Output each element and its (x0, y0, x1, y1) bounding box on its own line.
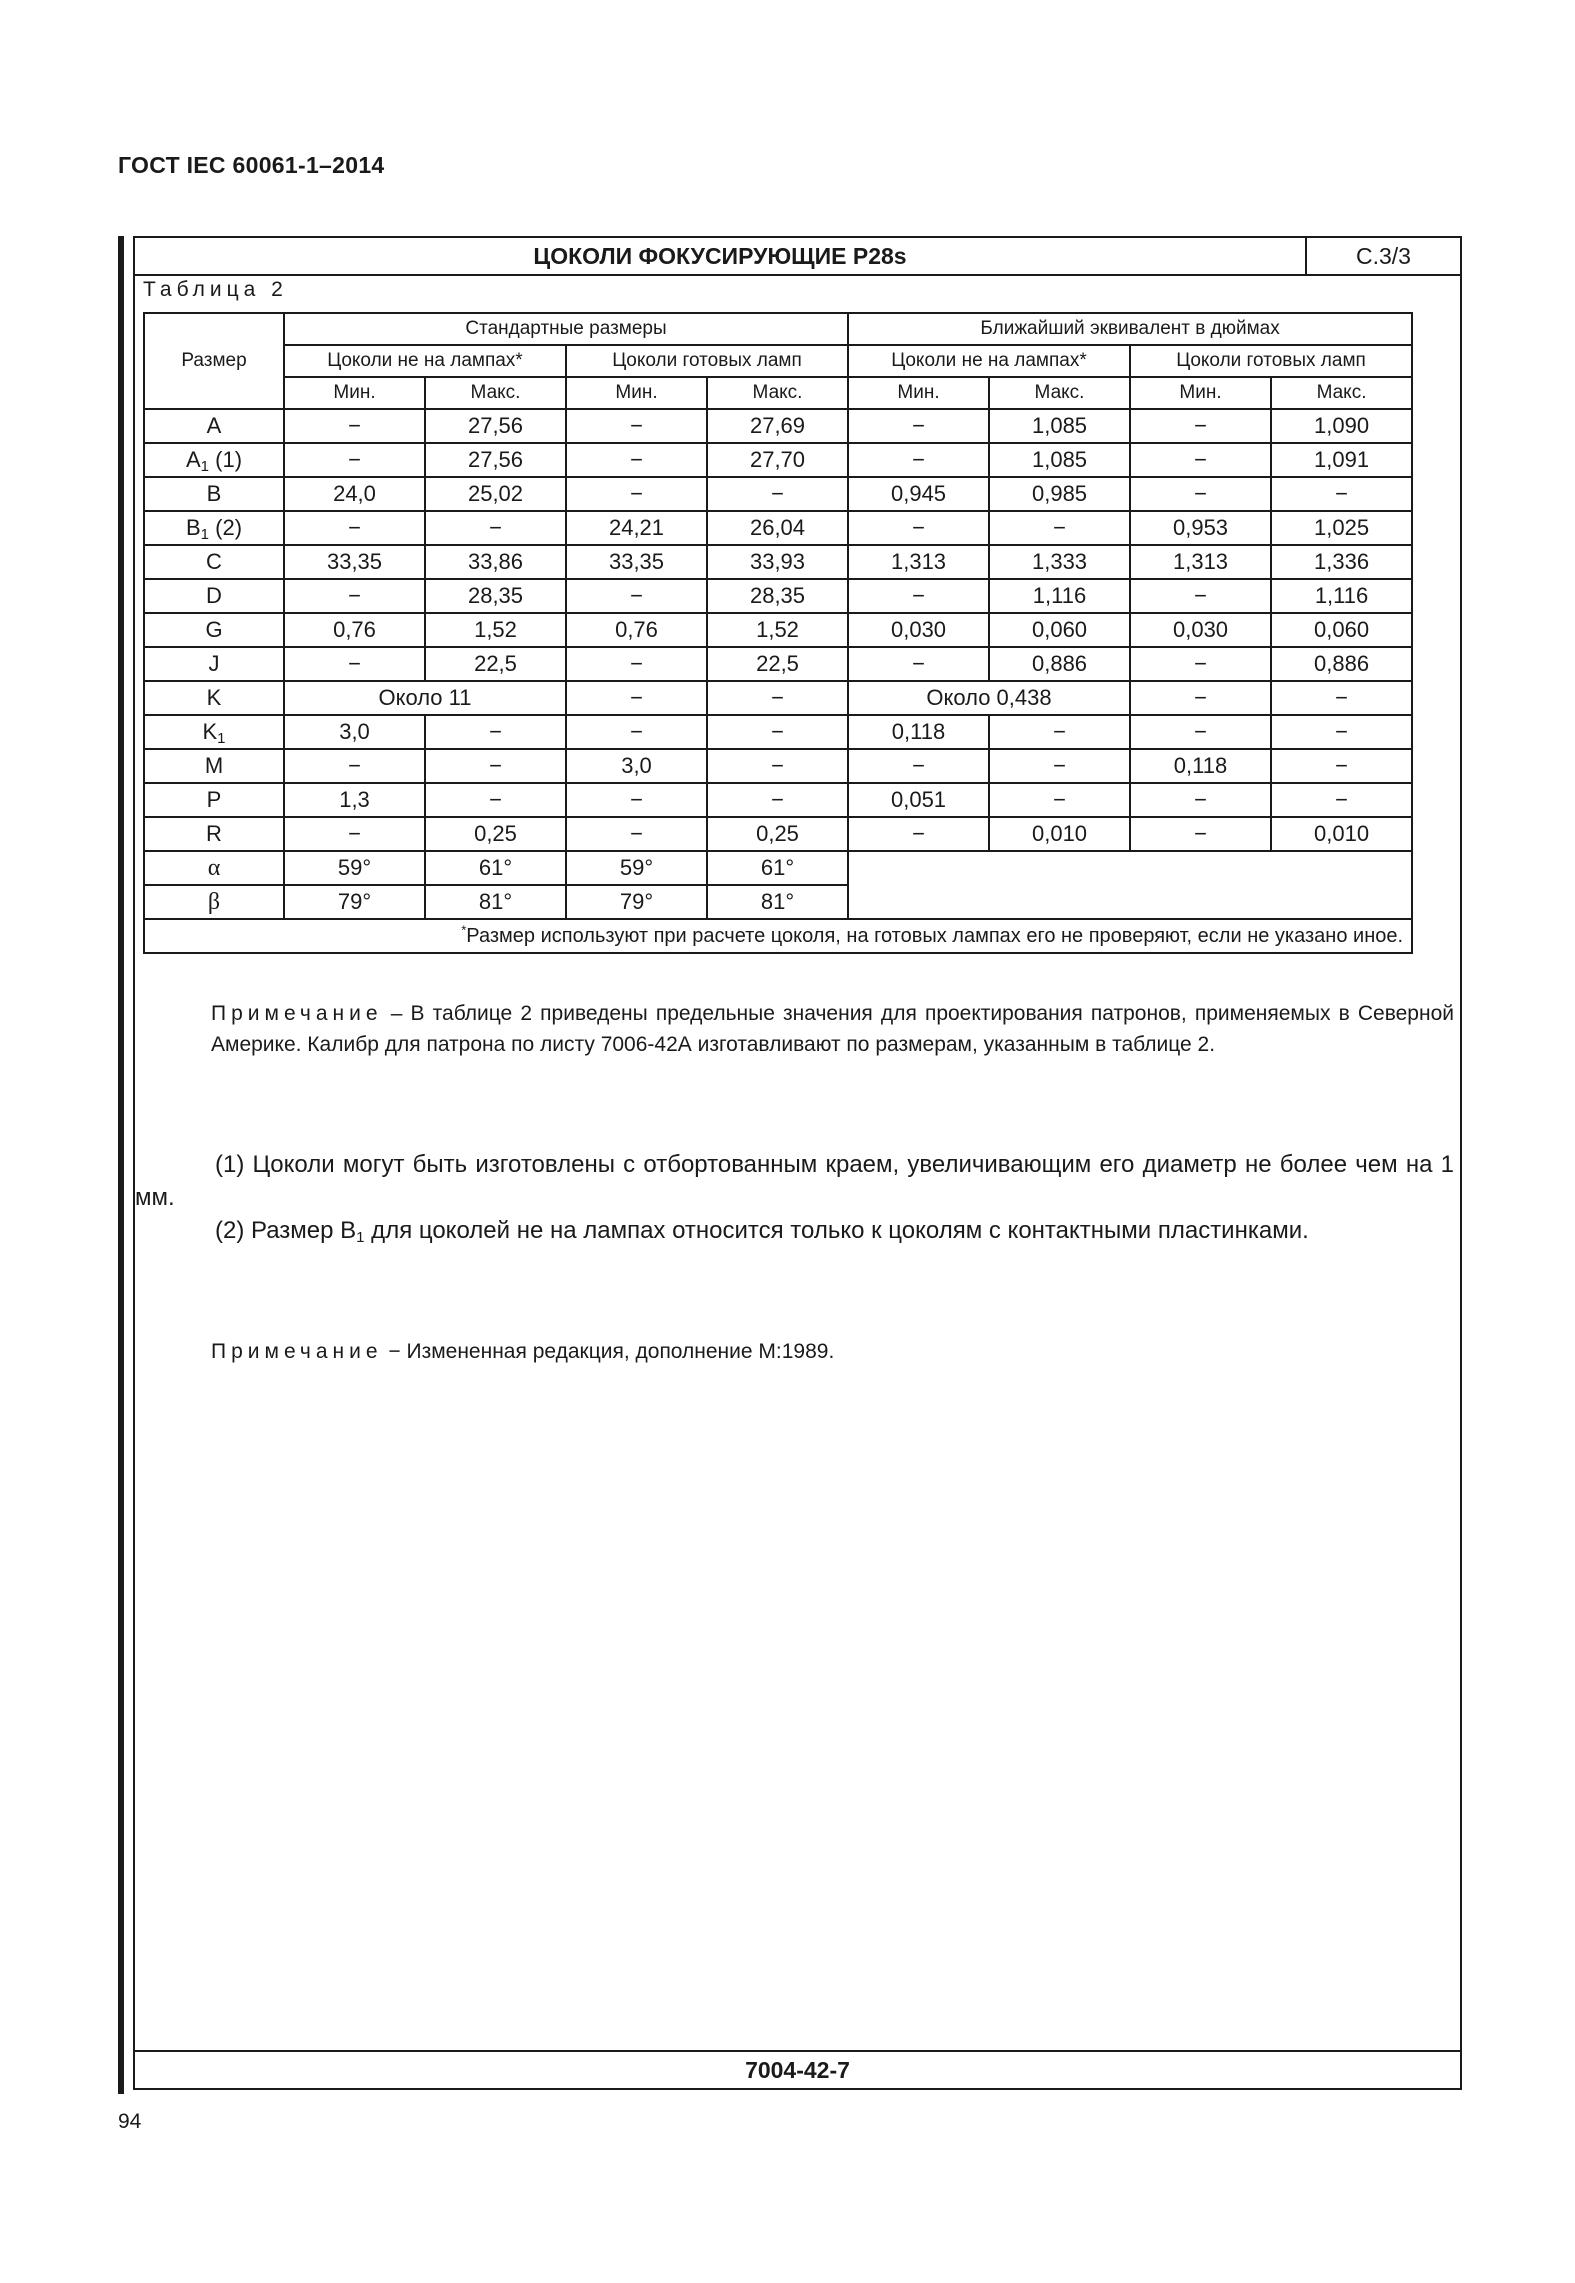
dimensions-table (143, 312, 1413, 954)
table-cell: 1,116 (989, 579, 1130, 613)
table-cell: − (284, 579, 425, 613)
table-cell: − (848, 443, 989, 477)
table-cell: − (425, 715, 566, 749)
table-cell: 81° (425, 885, 566, 919)
table-cell: 59° (566, 851, 707, 885)
table-cell: − (284, 409, 425, 443)
table-cell: 1,091 (1271, 443, 1412, 477)
table-row (144, 579, 1412, 613)
row-label: M (144, 749, 284, 783)
table-cell: − (707, 715, 848, 749)
table-cell: − (1130, 681, 1271, 715)
table-cell: − (425, 783, 566, 817)
table-cell: − (848, 817, 989, 851)
left-margin-bar (118, 236, 124, 2094)
sheet-title: ЦОКОЛИ ФОКУСИРУЮЩИЕ P28s (533, 243, 907, 269)
table-cell: 1,52 (707, 613, 848, 647)
table-cell: − (1130, 817, 1271, 851)
table-footnote: *Размер используют при расчете цоколя, на готовых лампах его не проверяют, если не указано иное. (144, 919, 1412, 953)
table-cell: 22,5 (425, 647, 566, 681)
table-cell: 0,76 (284, 613, 425, 647)
table-cell: 27,56 (425, 409, 566, 443)
table-cell: 0,118 (848, 715, 989, 749)
row-label: β (144, 885, 284, 919)
table-cell: − (566, 783, 707, 817)
table-cell: 33,35 (284, 545, 425, 579)
table-cell: − (566, 409, 707, 443)
table-cell: 1,313 (848, 545, 989, 579)
table-row (144, 647, 1412, 681)
sheet-code: 7004-42-7 (135, 2050, 1460, 2088)
row-label: J (144, 647, 284, 681)
table-cell: − (707, 783, 848, 817)
table-cell: 0,060 (1271, 613, 1412, 647)
table-cell: − (1130, 477, 1271, 511)
table-cell: 0,030 (848, 613, 989, 647)
table-cell: 0,945 (848, 477, 989, 511)
subheader-inch-bases: Цоколи не на лампах* (848, 345, 1130, 377)
table-subheader-row (144, 345, 1412, 377)
table-cell: − (1130, 647, 1271, 681)
row-label: D (144, 579, 284, 613)
table-cell: − (1271, 715, 1412, 749)
table-cell: 33,35 (566, 545, 707, 579)
row-label: A (144, 409, 284, 443)
table-cell: − (1271, 783, 1412, 817)
table-cell: − (284, 647, 425, 681)
table-cell: 27,70 (707, 443, 848, 477)
col-header-size: Размер (144, 313, 284, 409)
table-cell: 27,69 (707, 409, 848, 443)
table-cell: − (989, 511, 1130, 545)
footnote-row (144, 919, 1412, 953)
sheet-title-row (135, 238, 1460, 276)
table-cell: − (425, 511, 566, 545)
page-number: 94 (118, 2110, 142, 2133)
table-caption: Таблица 2 (143, 278, 288, 301)
empty-area (848, 851, 1412, 919)
table-header-row (144, 313, 1412, 345)
row-label: R (144, 817, 284, 851)
table-cell: − (1130, 715, 1271, 749)
table-cell: 0,051 (848, 783, 989, 817)
row-label: C (144, 545, 284, 579)
table-row (144, 749, 1412, 783)
table-row (144, 851, 1412, 885)
table-cell: 3,0 (566, 749, 707, 783)
table-row (144, 613, 1412, 647)
header-min: Мин. (566, 377, 707, 409)
table-cell: − (1271, 749, 1412, 783)
amendment-note (135, 1336, 1460, 1367)
note-text: – В таблице 2 приведены предельные значения для проектирования патронов, применяемых в Северной Америке. Калибр для патрона по листу 7006-42А изготавливают по размерам, указанным в таблице 2. (211, 1002, 1454, 1056)
amendment-note-text: − Измененная редакция, дополнение М:1989. (382, 1340, 835, 1363)
table-cell: 3,0 (284, 715, 425, 749)
table-cell: 1,116 (1271, 579, 1412, 613)
table-cell: 24,0 (284, 477, 425, 511)
table-cell: 26,04 (707, 511, 848, 545)
table-cell: − (848, 647, 989, 681)
table-cell: 33,86 (425, 545, 566, 579)
row-label: α (144, 851, 284, 885)
table-cell: − (566, 817, 707, 851)
table-cell: − (284, 443, 425, 477)
amendment-note-label: Примечание (211, 1340, 383, 1363)
table-row (144, 545, 1412, 579)
table-cell: 0,953 (1130, 511, 1271, 545)
table-cell: − (566, 443, 707, 477)
table-cell: 79° (284, 885, 425, 919)
table-cell: 22,5 (707, 647, 848, 681)
table-cell: − (989, 783, 1130, 817)
table-cell: 1,336 (1271, 545, 1412, 579)
sheet-frame (133, 236, 1462, 2090)
group-header-inch: Ближайший эквивалент в дюймах (848, 313, 1412, 345)
table-cell: 0,118 (1130, 749, 1271, 783)
table-note (135, 998, 1460, 1060)
header-max: Макс. (989, 377, 1130, 409)
table-row (144, 715, 1412, 749)
table-cell: 0,25 (425, 817, 566, 851)
table-cell: − (848, 579, 989, 613)
table-cell: 0,010 (1271, 817, 1412, 851)
document-header: ГОСТ IEC 60061-1–2014 (118, 152, 385, 178)
table-cell: − (848, 409, 989, 443)
table-cell: − (425, 749, 566, 783)
table-cell: − (1130, 443, 1271, 477)
table-cell: 1,313 (1130, 545, 1271, 579)
table-cell: 0,886 (989, 647, 1130, 681)
table-cell: 81° (707, 885, 848, 919)
subheader-std-lamps: Цоколи готовых ламп (566, 345, 848, 377)
table-cell: 1,333 (989, 545, 1130, 579)
table-cell: 0,030 (1130, 613, 1271, 647)
table-cell: − (848, 511, 989, 545)
table-cell: − (1130, 579, 1271, 613)
table-cell: − (1130, 409, 1271, 443)
table-row (144, 783, 1412, 817)
row-label: K (144, 681, 284, 715)
table-cell: 0,76 (566, 613, 707, 647)
cell-approx-inch: Около 0,438 (848, 681, 1130, 715)
table-cell: 0,010 (989, 817, 1130, 851)
table-cell: 0,25 (707, 817, 848, 851)
table-cell: − (989, 715, 1130, 749)
sheet-page-indicator: С.3/3 (1356, 243, 1411, 269)
table-cell: − (1130, 783, 1271, 817)
header-max: Макс. (1271, 377, 1412, 409)
table-cell: − (707, 681, 848, 715)
table-cell: − (284, 817, 425, 851)
note-label: Примечание (211, 1002, 383, 1025)
table-row (144, 443, 1412, 477)
row-label: $K_1$ (144, 715, 284, 749)
table-cell: 1,090 (1271, 409, 1412, 443)
table-cell: − (284, 749, 425, 783)
table-cell: 0,886 (1271, 647, 1412, 681)
table-cell: − (566, 681, 707, 715)
subheader-inch-lamps: Цоколи готовых ламп (1130, 345, 1412, 377)
table-row (144, 511, 1412, 545)
table-cell: − (284, 511, 425, 545)
table-cell: 28,35 (425, 579, 566, 613)
table-cell: 59° (284, 851, 425, 885)
table-cell: 1,085 (989, 443, 1130, 477)
table-cell: − (566, 477, 707, 511)
table-cell: − (566, 715, 707, 749)
table-cell: 1,025 (1271, 511, 1412, 545)
table-minmax-row (144, 377, 1412, 409)
table-cell: 1,085 (989, 409, 1130, 443)
table-cell: 0,060 (989, 613, 1130, 647)
footnote-2: (2) Размер $B_1$ для цоколей не на лампах относится только к цоколям с контактными пластинками. (215, 1217, 1309, 1246)
table-cell: 25,02 (425, 477, 566, 511)
header-max: Макс. (707, 377, 848, 409)
table-cell: − (1271, 477, 1412, 511)
table-cell: 1,52 (425, 613, 566, 647)
subheader-std-bases: Цоколи не на лампах* (284, 345, 566, 377)
table-cell: 61° (425, 851, 566, 885)
footnote-1: (1) Цоколи могут быть изготовлены с отбортованным краем, увеличивающим его диаметр не более чем на 1 мм. (135, 1151, 1454, 1211)
table-cell: 24,21 (566, 511, 707, 545)
table-cell: − (566, 579, 707, 613)
table-row (144, 817, 1412, 851)
row-label: B (144, 477, 284, 511)
table-row (144, 681, 1412, 715)
table-cell: 61° (707, 851, 848, 885)
row-label: $A_1$ (1) (144, 443, 284, 477)
table-cell: − (707, 477, 848, 511)
row-label: G (144, 613, 284, 647)
row-label: $B_1$ (2) (144, 511, 284, 545)
row-label: P (144, 783, 284, 817)
cell-approx-std: Около 11 (284, 681, 566, 715)
table-cell: 33,93 (707, 545, 848, 579)
table-cell: − (566, 647, 707, 681)
table-cell: 0,985 (989, 477, 1130, 511)
header-min: Мин. (848, 377, 989, 409)
table-cell: − (848, 749, 989, 783)
header-min: Мин. (284, 377, 425, 409)
table-body (144, 313, 1412, 953)
table-cell: − (707, 749, 848, 783)
table-cell: 27,56 (425, 443, 566, 477)
table-row (144, 477, 1412, 511)
table-cell: 1,3 (284, 783, 425, 817)
header-max: Макс. (425, 377, 566, 409)
footnotes-block (135, 1148, 1460, 1247)
table-cell: − (989, 749, 1130, 783)
table-cell: − (1271, 681, 1412, 715)
group-header-standard: Стандартные размеры (284, 313, 848, 345)
table-cell: 79° (566, 885, 707, 919)
header-min: Мин. (1130, 377, 1271, 409)
table-cell: 28,35 (707, 579, 848, 613)
table-row (144, 409, 1412, 443)
dimensions-table-wrapper (143, 312, 1413, 954)
